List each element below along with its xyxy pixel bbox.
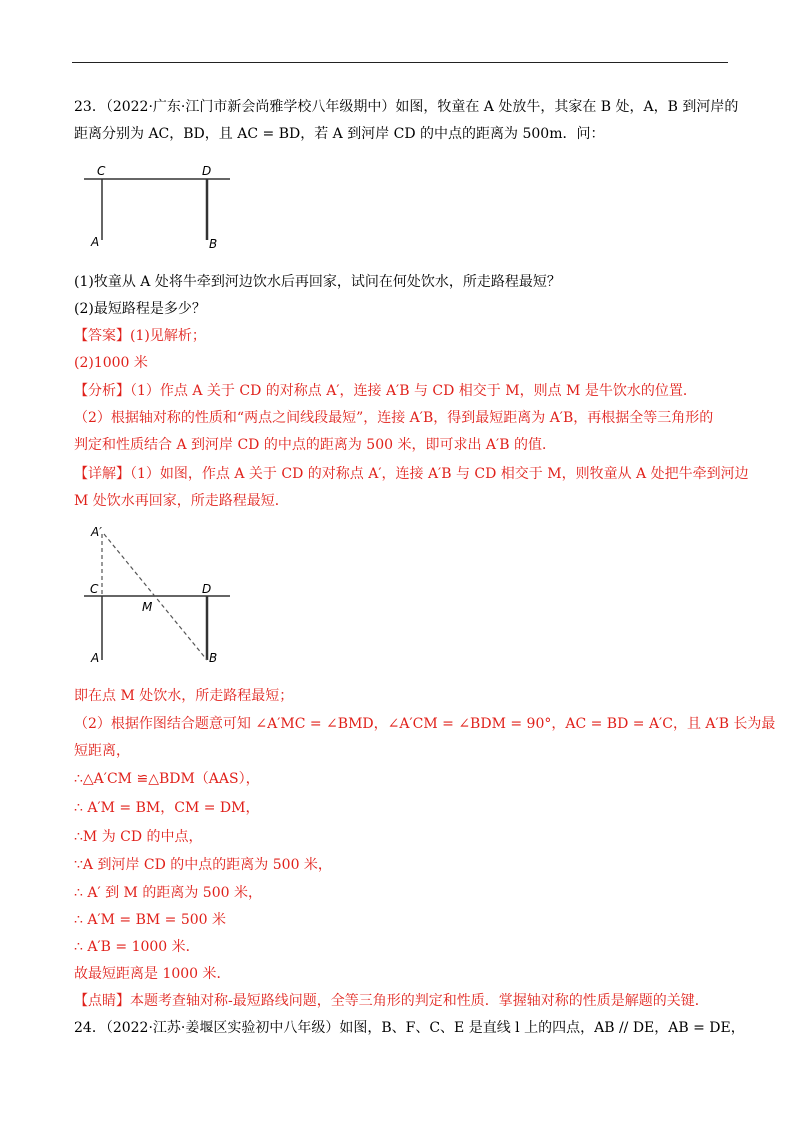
problem23-line1: 23．（2022·广东·江门市新会尚雅学校八年级期中）如图，牧童在 A 处放牛，其家在 B 处，A，B 到河岸的 xyxy=(74,99,739,115)
step-9: ∴ A′B = 1000 米． xyxy=(74,939,200,955)
step-6: ∵A 到河岸 CD 的中点的距离为 500 米， xyxy=(74,857,332,873)
step-5: ∴M 为 CD 的中点， xyxy=(74,829,203,845)
figure-river-2 xyxy=(80,520,240,670)
comment-tag: 【点睛】 xyxy=(74,993,130,1009)
segment-a1b xyxy=(104,534,207,660)
detail-2: M 处饮水再回家，所走路程最短． xyxy=(74,493,289,509)
problem24-line1: 24．（2022·江苏·姜堰区实验初中八年级）如图，B、F、C、E 是直线 l 上的四点，AB // DE，AB = DE， xyxy=(74,1020,745,1036)
answer-1: (1)见解析； xyxy=(130,328,206,344)
label-a: A xyxy=(91,651,100,665)
label-a-prime: A′ xyxy=(91,525,102,539)
problem23-line2: 距离分别为 AC，BD，且 AC = BD，若 A 到河岸 CD 的中点的距离为 500m．问： xyxy=(74,126,605,142)
detail-tag: 【详解】 xyxy=(74,466,130,482)
analysis-tag: 【分析】 xyxy=(74,383,130,399)
step-4: ∴ A′M = BM，CM = DM， xyxy=(74,800,260,816)
detail-1: （1）如图，作点 A 关于 CD 的对称点 A′，连接 A′B 与 CD 相交于 M，则牧童从 A 处把牛牵到河边 xyxy=(130,466,749,482)
analysis-3: 判定和性质结合 A 到河岸 CD 的中点的距离为 500 米，即可求出 A′B 的值． xyxy=(74,437,556,453)
answer-line1 xyxy=(74,326,734,346)
comment-line xyxy=(74,991,734,1011)
question-2: (2)最短路程是多少？ xyxy=(74,301,206,317)
analysis-2: （2）根据轴对称的性质和“两点之间线段最短”，连接 A′B，得到最短距离为 A′B，再根据全等三角形的 xyxy=(74,410,714,426)
label-d: D xyxy=(202,582,212,596)
label-d: D xyxy=(202,164,212,178)
label-m: M xyxy=(142,600,153,614)
answer-tag: 【答案】 xyxy=(74,328,130,344)
step-7: ∴ A′ 到 M 的距离为 500 米， xyxy=(74,885,262,901)
header-rule xyxy=(72,62,728,63)
answer-2: (2)1000 米 xyxy=(74,355,148,371)
question-1: (1)牧童从 A 处将牛牵到河边饮水后再回家，试问在何处饮水，所走路程最短？ xyxy=(74,274,561,290)
step-1: 即在点 M 处饮水，所走路程最短； xyxy=(74,688,294,704)
step-2b: 短距离， xyxy=(74,743,130,759)
step-2a: （2）根据作图结合题意可知 ∠A′MC = ∠BMD，∠A′CM = ∠BDM = 90°，AC = BD = A′C，且 A′B 长为最 xyxy=(74,716,776,732)
step-10: 故最短距离是 1000 米． xyxy=(74,966,231,982)
label-b: B xyxy=(209,651,218,665)
analysis-line1 xyxy=(74,381,734,401)
label-c: C xyxy=(97,164,106,178)
comment-text: 本题考查轴对称-最短路线问题，全等三角形的判定和性质．掌握轴对称的性质是解题的关键． xyxy=(130,993,709,1009)
label-a: A xyxy=(91,235,100,249)
label-c: C xyxy=(90,582,99,596)
figure-river-1 xyxy=(80,160,240,255)
detail-line1 xyxy=(74,464,749,484)
step-3: ∴△A′CM ≌△BDM（AAS）， xyxy=(74,771,260,787)
analysis-1: （1）作点 A 关于 CD 的对称点 A′，连接 A′B 与 CD 相交于 M，则点 M 是牛饮水的位置． xyxy=(130,383,697,399)
label-b: B xyxy=(209,237,218,251)
step-8: ∴ A′M = BM = 500 米 xyxy=(74,912,227,928)
